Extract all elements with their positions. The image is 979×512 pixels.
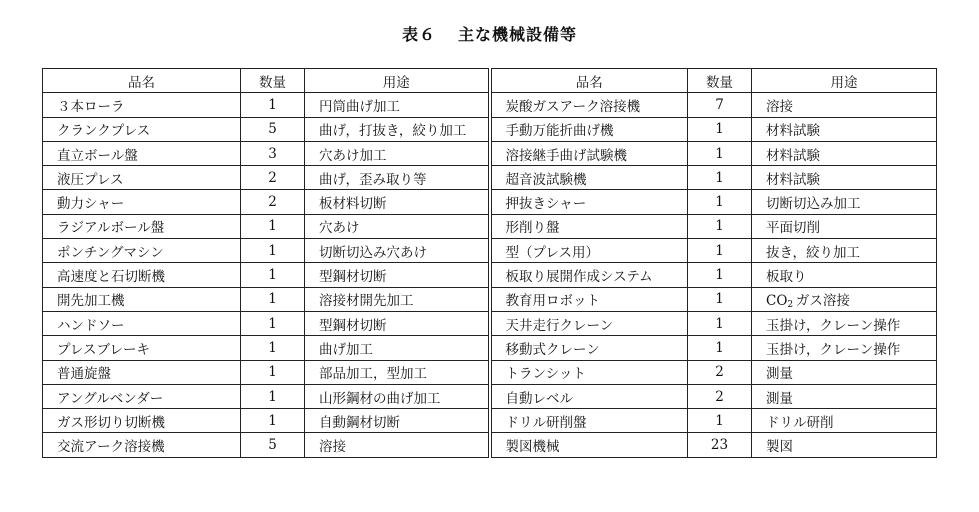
header-row	[43, 69, 937, 93]
qty-cell: 7	[688, 93, 752, 117]
name-cell: クランクプレス	[43, 117, 241, 141]
table-row	[43, 311, 937, 335]
qty-cell: 1	[241, 360, 305, 384]
name-cell: 教育用ロボット	[490, 287, 688, 311]
header-name-right: 品名	[490, 69, 688, 93]
table-row	[43, 360, 937, 384]
use-cell: 測量	[752, 360, 937, 384]
qty-cell: 1	[241, 287, 305, 311]
table-row	[43, 433, 937, 457]
name-cell: 溶接継手曲げ試験機	[490, 141, 688, 165]
use-cell: 切断切込み加工	[752, 190, 937, 214]
table-row	[43, 336, 937, 360]
qty-cell: 1	[241, 93, 305, 117]
table-number: 表６	[401, 25, 436, 44]
qty-cell: 1	[241, 214, 305, 238]
use-cell: 型鋼材切断	[305, 263, 490, 287]
use-cell: ドリル研削	[752, 409, 937, 433]
name-cell: 形削り盤	[490, 214, 688, 238]
table-row	[43, 117, 937, 141]
qty-cell: 5	[241, 117, 305, 141]
use-subscript: 2	[787, 299, 794, 310]
name-cell: 液圧プレス	[43, 166, 241, 190]
qty-cell: 1	[688, 166, 752, 190]
table-row	[43, 239, 937, 263]
name-cell: ３本ローラ	[43, 93, 241, 117]
use-cell: 山形鋼材の曲げ加工	[305, 384, 490, 408]
use-cell: 円筒曲げ加工	[305, 93, 490, 117]
qty-cell: 1	[688, 336, 752, 360]
qty-cell: 1	[688, 311, 752, 335]
use-cell: 測量	[752, 384, 937, 408]
name-cell: 板取り展開作成システム	[490, 263, 688, 287]
name-cell: 製図機械	[490, 433, 688, 457]
qty-cell: 23	[688, 433, 752, 457]
name-cell: 天井走行クレーン	[490, 311, 688, 335]
use-cell: 材料試験	[752, 117, 937, 141]
use-cell: 材料試験	[752, 166, 937, 190]
qty-cell: 2	[688, 360, 752, 384]
qty-cell: 1	[241, 311, 305, 335]
name-cell: ポンチングマシン	[43, 239, 241, 263]
qty-cell: 1	[241, 263, 305, 287]
use-cell: 穴あけ	[305, 214, 490, 238]
qty-cell: 2	[241, 190, 305, 214]
qty-cell: 5	[241, 433, 305, 457]
use-cell: 製図	[752, 433, 937, 457]
use-cell: 溶接材開先加工	[305, 287, 490, 311]
header-qty-right: 数量	[688, 69, 752, 93]
use-cell: 穴あけ加工	[305, 141, 490, 165]
use-cell: 曲げ，歪み取り等	[305, 166, 490, 190]
name-cell: トランシット	[490, 360, 688, 384]
qty-cell: 1	[241, 239, 305, 263]
table-title	[0, 22, 979, 45]
use-cell	[752, 287, 937, 311]
table-row	[43, 93, 937, 117]
qty-cell: 1	[688, 287, 752, 311]
name-cell: 普通旋盤	[43, 360, 241, 384]
name-cell: 高速度と石切断機	[43, 263, 241, 287]
table-row	[43, 384, 937, 408]
name-cell: ドリル研削盤	[490, 409, 688, 433]
name-cell: 動力シャー	[43, 190, 241, 214]
name-cell: 炭酸ガスアーク溶接機	[490, 93, 688, 117]
name-cell: ハンドソー	[43, 311, 241, 335]
name-cell: 交流アーク溶接機	[43, 433, 241, 457]
qty-cell: 2	[688, 384, 752, 408]
use-cell: 曲げ加工	[305, 336, 490, 360]
use-cell: 玉掛け，クレーン操作	[752, 311, 937, 335]
table-row	[43, 190, 937, 214]
use-cell: 材料試験	[752, 141, 937, 165]
qty-cell: 3	[241, 141, 305, 165]
qty-cell: 1	[241, 336, 305, 360]
name-cell: 直立ボール盤	[43, 141, 241, 165]
qty-cell: 1	[241, 384, 305, 408]
table-row	[43, 214, 937, 238]
qty-cell: 1	[688, 409, 752, 433]
use-cell: 板取り	[752, 263, 937, 287]
table-caption: 主な機械設備等	[458, 25, 578, 44]
use-cell: 平面切削	[752, 214, 937, 238]
qty-cell: 1	[688, 141, 752, 165]
use-cell: 型鋼材切断	[305, 311, 490, 335]
name-cell: 手動万能折曲げ機	[490, 117, 688, 141]
table-row	[43, 166, 937, 190]
qty-cell: 1	[688, 214, 752, 238]
equipment-table-wrapper	[42, 68, 936, 458]
use-co-text: CO	[766, 292, 788, 309]
use-gas-text: ガス溶接	[795, 292, 850, 309]
qty-cell: 2	[241, 166, 305, 190]
use-cell: 切断切込み穴あけ	[305, 239, 490, 263]
use-cell: 溶接	[752, 93, 937, 117]
use-cell: 板材料切断	[305, 190, 490, 214]
table-row	[43, 141, 937, 165]
use-cell: 自動鋼材切断	[305, 409, 490, 433]
name-cell: ガス形切り切断機	[43, 409, 241, 433]
use-cell: 部品加工，型加工	[305, 360, 490, 384]
header-use-left: 用途	[305, 69, 490, 93]
use-cell: 玉掛け，クレーン操作	[752, 336, 937, 360]
name-cell: プレスブレーキ	[43, 336, 241, 360]
name-cell: 型（プレス用）	[490, 239, 688, 263]
name-cell: 開先加工機	[43, 287, 241, 311]
qty-cell: 1	[688, 239, 752, 263]
name-cell: ラジアルボール盤	[43, 214, 241, 238]
qty-cell: 1	[241, 409, 305, 433]
table-row	[43, 287, 937, 311]
header-qty-left: 数量	[241, 69, 305, 93]
name-cell: 押抜きシャー	[490, 190, 688, 214]
use-cell: 溶接	[305, 433, 490, 457]
name-cell: 超音波試験機	[490, 166, 688, 190]
use-cell: 抜き，絞り加工	[752, 239, 937, 263]
qty-cell: 1	[688, 190, 752, 214]
name-cell: 自動レベル	[490, 384, 688, 408]
qty-cell: 1	[688, 263, 752, 287]
qty-cell: 1	[688, 117, 752, 141]
table-row	[43, 263, 937, 287]
header-name-left: 品名	[43, 69, 241, 93]
name-cell: アングルベンダー	[43, 384, 241, 408]
header-use-right: 用途	[752, 69, 937, 93]
equipment-table	[42, 68, 937, 458]
use-cell: 曲げ，打抜き，絞り加工	[305, 117, 490, 141]
name-cell: 移動式クレーン	[490, 336, 688, 360]
table-row	[43, 409, 937, 433]
